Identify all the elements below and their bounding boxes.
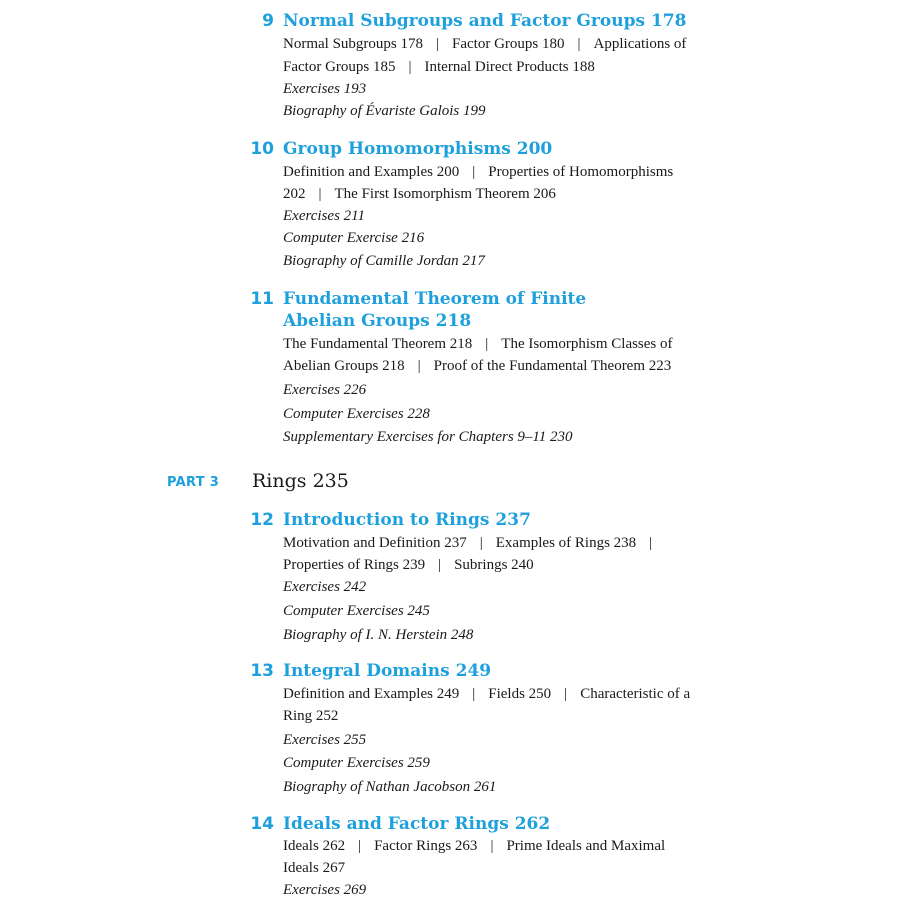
chapter-13-sections-line-1: Definition and Examples 249 | Fields 250 | Characteristic of a <box>283 683 690 705</box>
separator: | <box>485 336 489 352</box>
chapter-11-exercises[interactable]: Exercises 226 <box>283 382 367 398</box>
chapter-11-title-line-2[interactable]: Abelian Groups 218 <box>283 311 472 331</box>
separator: | <box>438 557 442 573</box>
chapter-13-exercises[interactable]: Exercises 255 <box>283 732 367 748</box>
separator: | <box>358 838 362 854</box>
chapter-13-computer-exercises[interactable]: Computer Exercises 259 <box>283 755 430 771</box>
chapter-11-computer-exercises[interactable]: Computer Exercises 228 <box>283 406 430 422</box>
chapter-13-sections-line-2: Ring 252 <box>283 708 339 724</box>
separator: | <box>490 838 494 854</box>
chapter-9-exercises[interactable]: Exercises 193 <box>283 81 367 97</box>
chapter-10-biography[interactable]: Biography of Camille Jordan 217 <box>283 253 485 269</box>
separator: | <box>318 186 322 202</box>
chapter-10-title[interactable]: Group Homomorphisms 200 <box>283 139 553 159</box>
chapter-10-exercises[interactable]: Exercises 211 <box>283 208 366 224</box>
chapter-12-biography[interactable]: Biography of I. N. Herstein 248 <box>283 627 474 643</box>
chapter-14-sections-line-1: Ideals 262 | Factor Rings 263 | Prime Ideals and Maximal <box>283 835 665 857</box>
chapter-14-exercises[interactable]: Exercises 269 <box>283 882 367 898</box>
chapter-12-number: 12 <box>250 510 274 530</box>
chapter-12-sections-line-2: Properties of Rings 239 | Subrings 240 <box>283 554 534 576</box>
separator: | <box>577 36 581 52</box>
separator: | <box>472 164 476 180</box>
chapter-11-supplementary-exercises[interactable]: Supplementary Exercises for Chapters 9–11 230 <box>283 429 573 445</box>
chapter-11-title-line-1[interactable]: Fundamental Theorem of Finite <box>283 289 587 309</box>
chapter-12-sections-line-1: Motivation and Definition 237 | Examples of Rings 238 | <box>283 532 665 554</box>
separator: | <box>564 686 568 702</box>
chapter-12-computer-exercises[interactable]: Computer Exercises 245 <box>283 603 430 619</box>
chapter-12-exercises[interactable]: Exercises 242 <box>283 579 367 595</box>
chapter-9-sections-line-1: Normal Subgroups 178 | Factor Groups 180 | Applications of <box>283 33 686 55</box>
separator: | <box>408 59 412 75</box>
separator: | <box>649 535 653 551</box>
chapter-11-sections-line-2: Abelian Groups 218 | Proof of the Fundamental Theorem 223 <box>283 355 671 377</box>
chapter-13-biography[interactable]: Biography of Nathan Jacobson 261 <box>283 779 497 795</box>
chapter-11-number: 11 <box>250 289 274 309</box>
chapter-10-sections-line-2: 202 | The First Isomorphism Theorem 206 <box>283 183 556 205</box>
separator: | <box>479 535 483 551</box>
chapter-14-number: 14 <box>250 814 274 834</box>
separator: | <box>472 686 476 702</box>
part-title[interactable]: Rings 235 <box>252 470 349 492</box>
chapter-9-title[interactable]: Normal Subgroups and Factor Groups 178 <box>283 11 687 31</box>
separator: | <box>436 36 440 52</box>
chapter-9-sections-line-2: Factor Groups 185 | Internal Direct Products 188 <box>283 56 595 78</box>
chapter-14-sections-line-2: Ideals 267 <box>283 860 346 876</box>
chapter-9-biography[interactable]: Biography of Évariste Galois 199 <box>283 103 486 119</box>
chapter-13-number: 13 <box>250 661 274 681</box>
chapter-10-sections-line-1: Definition and Examples 200 | Properties of Homomorphisms <box>283 161 673 183</box>
chapter-13-title[interactable]: Integral Domains 249 <box>283 661 492 681</box>
chapter-14-title[interactable]: Ideals and Factor Rings 262 <box>283 814 551 834</box>
separator: | <box>417 358 421 374</box>
chapter-11-sections-line-1: The Fundamental Theorem 218 | The Isomorphism Classes of <box>283 333 673 355</box>
chapter-12-title[interactable]: Introduction to Rings 237 <box>283 510 531 530</box>
chapter-10-computer-exercise[interactable]: Computer Exercise 216 <box>283 230 425 246</box>
chapter-10-number: 10 <box>250 139 274 159</box>
part-label: PART 3 <box>167 475 220 490</box>
chapter-9-number: 9 <box>262 11 274 31</box>
